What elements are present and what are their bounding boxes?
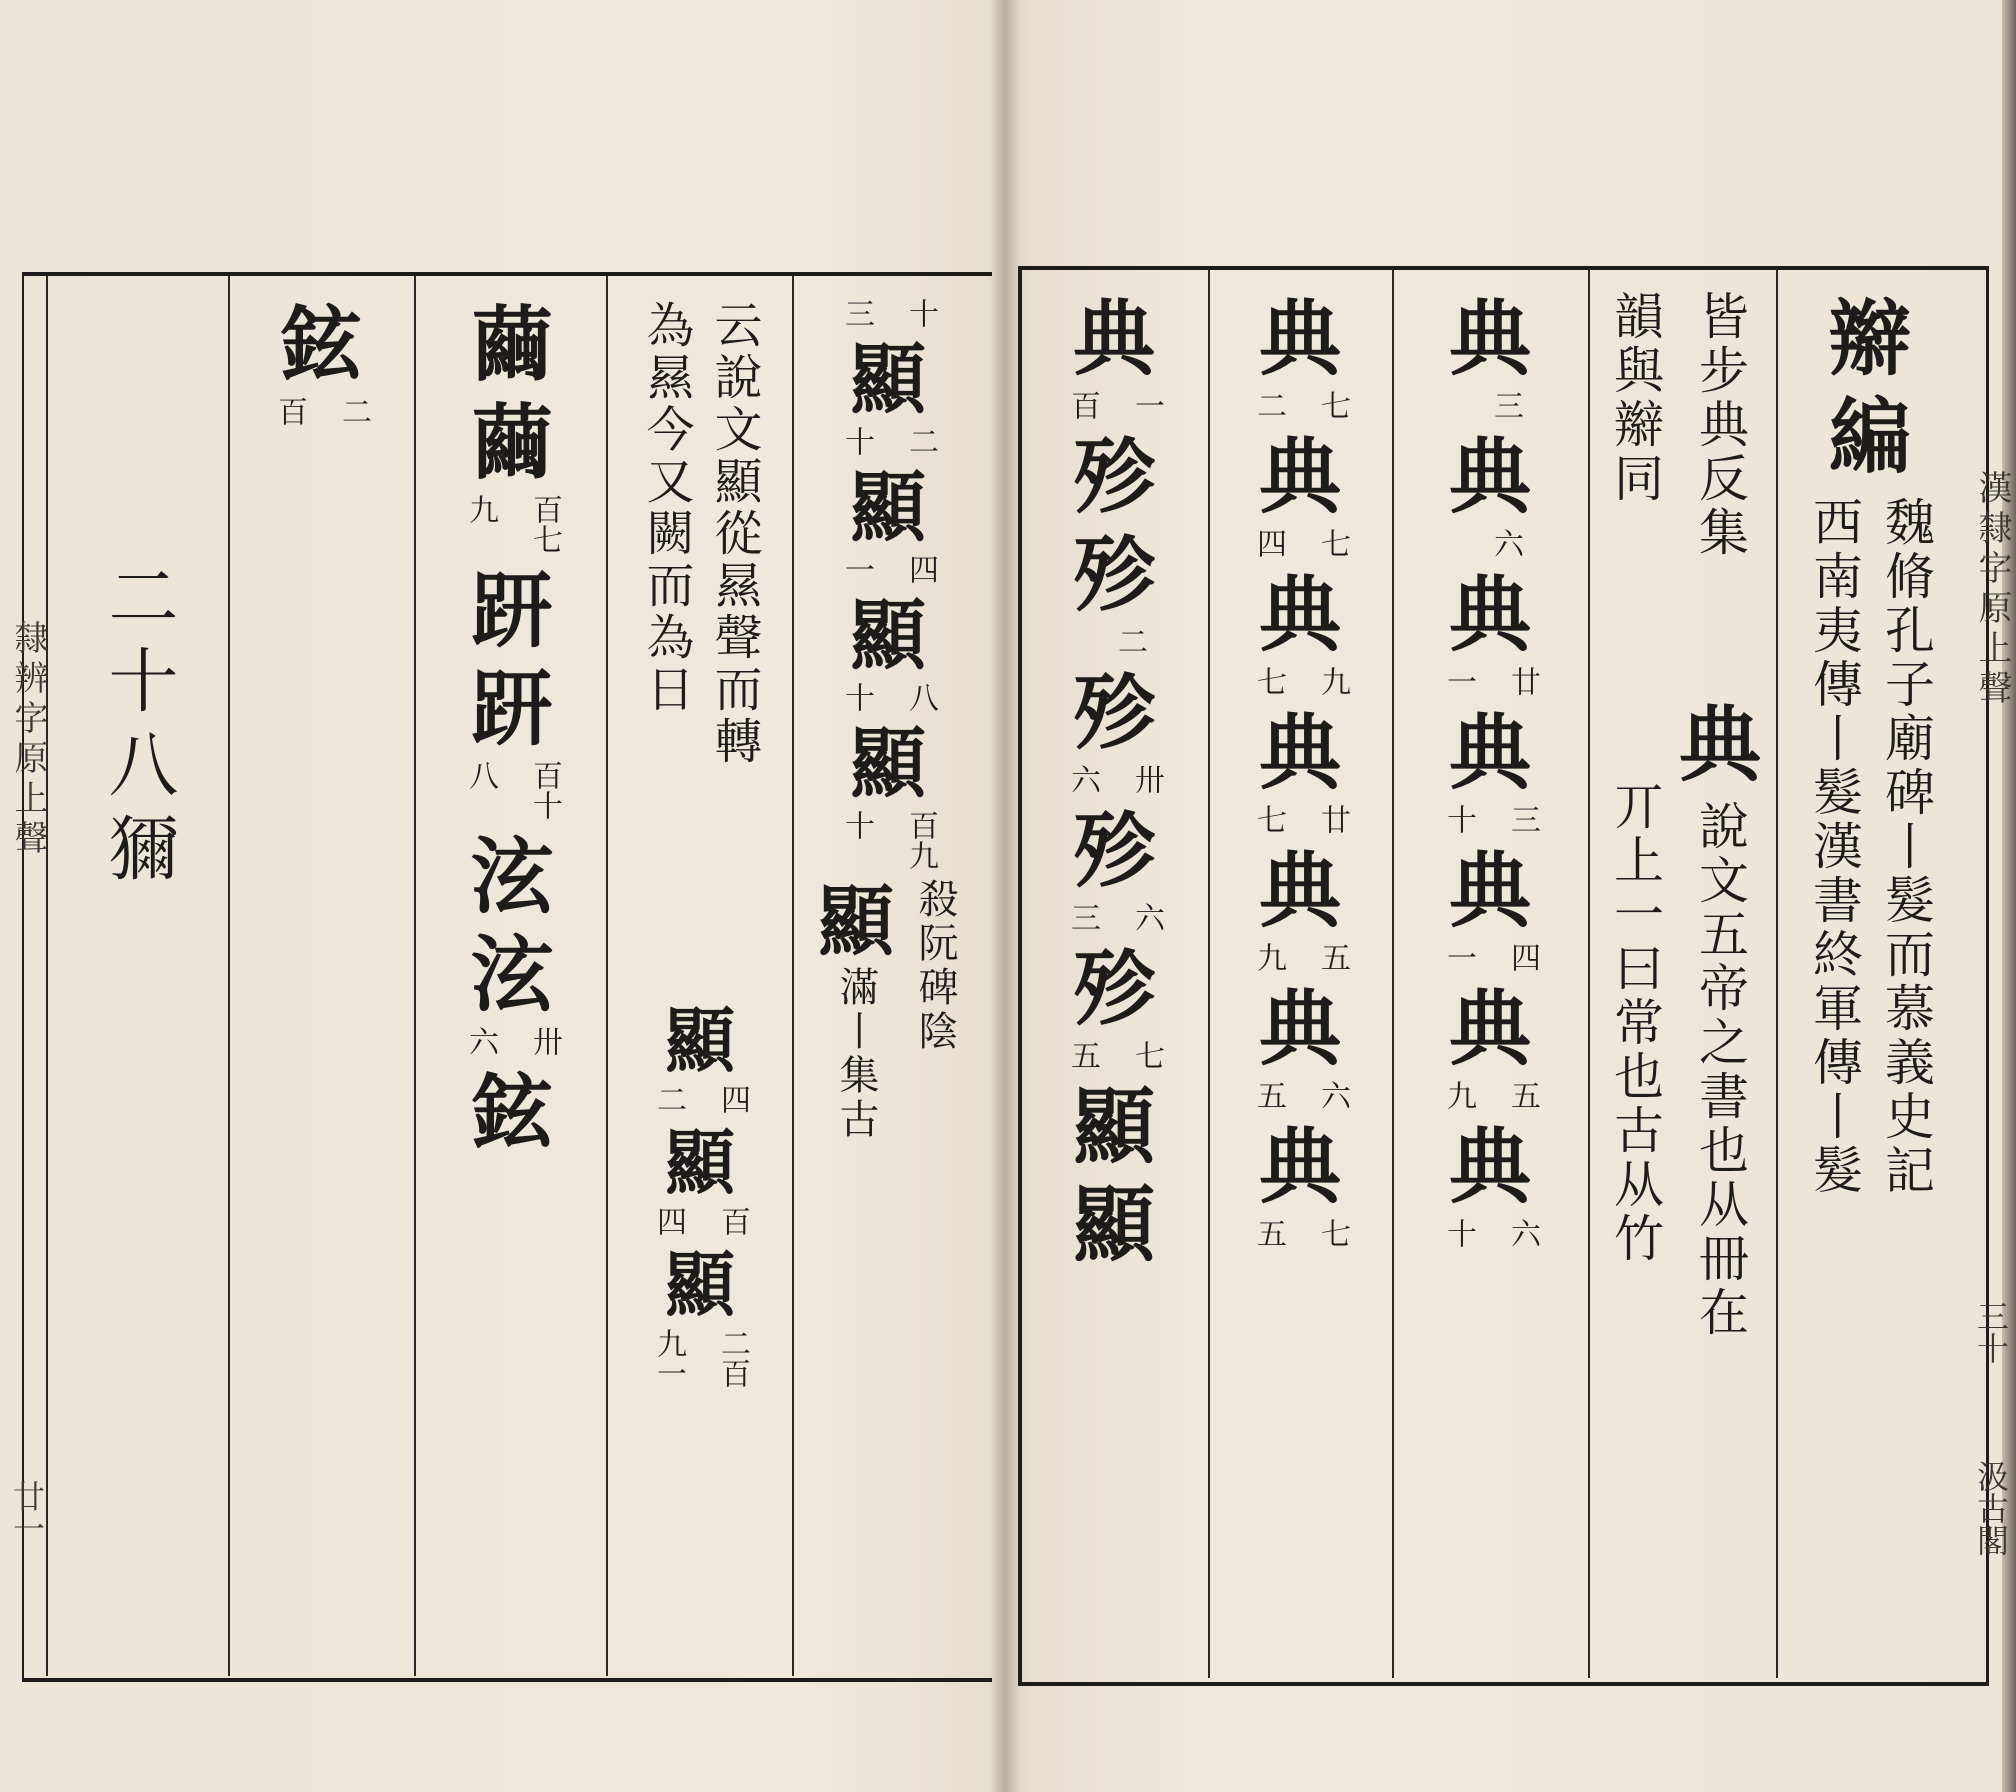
ref-number: 二 — [903, 426, 938, 456]
variant-char: 顯 — [850, 719, 926, 808]
variant-char: 顯 — [850, 591, 926, 680]
column-rule — [414, 276, 416, 1676]
source-note: 殺阮碑陰 — [912, 878, 958, 1054]
column-rule — [46, 276, 48, 1676]
left-margin-title: 隸辨字原上聲 — [8, 620, 48, 860]
variant-char: 殄 — [1072, 665, 1155, 761]
note-line: 皆步典反集 — [1690, 290, 1749, 560]
ref-number: 六 — [463, 1026, 498, 1056]
ref-number: 五 — [1505, 1080, 1540, 1110]
ref-numbers — [1065, 1040, 1163, 1070]
ref-number: 一 — [1441, 942, 1476, 972]
variant-char: 典 — [1258, 981, 1341, 1077]
ref-number: 十 — [903, 298, 938, 328]
ref-number: 四 — [715, 1084, 750, 1114]
head-char: 顯 — [1072, 1079, 1155, 1175]
ref-number: 百七 — [527, 494, 562, 554]
column-xian — [798, 296, 978, 1186]
dian-note-left — [1605, 290, 1665, 1660]
ref-number: 四 — [903, 554, 938, 584]
variant-char: 典 — [1258, 1119, 1341, 1215]
variant-char: 顯 — [665, 1243, 735, 1326]
ref-number: 三 — [1488, 390, 1523, 420]
variant-char: 顯 — [818, 877, 894, 966]
column-dian3 — [1024, 290, 1204, 1274]
column-dian1 — [1396, 290, 1584, 1256]
ref-number: 二 — [1112, 626, 1147, 656]
left-folio: 廿一 — [8, 1480, 46, 1544]
column-rule — [1776, 270, 1778, 1678]
ref-numbers — [1065, 390, 1163, 420]
ref-number: 六 — [1065, 764, 1100, 794]
ref-number: 五 — [1251, 1218, 1286, 1248]
ref-numbers — [272, 396, 370, 426]
ref-number: 四 — [1251, 528, 1286, 558]
variant-char: 典 — [1448, 843, 1531, 939]
ref-number: 七 — [1315, 1218, 1350, 1248]
note-line: 為㬎今又闕而為日 — [638, 300, 694, 716]
ref-number: 九一 — [651, 1328, 686, 1388]
ref-numbers — [1458, 528, 1522, 558]
ref-number: 百 — [715, 1206, 750, 1236]
note-line: 西南夷傳丨髮漢書終軍傳丨髮 — [1805, 496, 1863, 1198]
column-note — [612, 300, 788, 1396]
ref-number: 九 — [1441, 1080, 1476, 1110]
xian-annotation-group — [818, 878, 894, 1186]
ref-number: 二 — [336, 396, 371, 426]
head-char: 辮 — [1828, 291, 1911, 387]
ref-numbers — [617, 1328, 783, 1388]
ref-numbers — [1458, 390, 1522, 420]
ref-numbers — [1082, 626, 1146, 656]
ref-number: 九 — [463, 494, 498, 524]
ref-number: 八 — [463, 760, 498, 790]
ref-number: 二百 — [715, 1328, 750, 1388]
ref-numbers — [1441, 804, 1539, 834]
variant-char: 殄 — [1072, 803, 1155, 899]
ref-number: 七 — [1315, 390, 1350, 420]
column-jian — [422, 296, 602, 1162]
column-dian-note — [1594, 290, 1772, 1660]
ref-number: 十 — [839, 682, 874, 712]
ref-number: 十 — [1441, 804, 1476, 834]
ref-number: 十 — [839, 810, 874, 840]
xian-tail — [818, 878, 958, 1186]
head-char: 殄 — [1072, 429, 1155, 525]
ref-numbers — [1441, 1218, 1539, 1248]
column-bian — [1780, 290, 1960, 1660]
ref-numbers — [463, 1026, 561, 1056]
variant-char: 典 — [1258, 705, 1341, 801]
head-char: 典 — [1678, 697, 1761, 793]
note-line: 云說文顯從㬎聲而轉 — [706, 300, 762, 768]
variant-char: 典 — [1258, 429, 1341, 525]
variant-char: 顯 — [850, 463, 926, 552]
ref-numbers — [1251, 666, 1349, 696]
ref-number: 九 — [1251, 942, 1286, 972]
variant-char: 顯 — [665, 1121, 735, 1204]
ref-numbers — [446, 760, 578, 820]
variant-char: 顯 — [1072, 1177, 1155, 1273]
column-rule — [1588, 270, 1590, 1678]
ref-numbers — [651, 1206, 749, 1236]
variant-char: 典 — [1258, 843, 1341, 939]
right-page — [1004, 0, 2016, 1792]
ref-number: 二 — [651, 1084, 686, 1114]
variant-char: 典 — [1448, 1119, 1531, 1215]
dian-note-right — [1679, 290, 1761, 1660]
ref-number: 百 — [272, 396, 307, 426]
note-line: 說文五帝之書也从冊在 — [1690, 800, 1749, 1340]
ref-number: 一 — [839, 554, 874, 584]
ref-numbers — [651, 1084, 749, 1114]
source-note: 滿丨集古 — [833, 966, 879, 1142]
right-folio: 三十 — [1972, 1300, 2010, 1364]
variant-char: 殄 — [1072, 527, 1155, 623]
ref-number: 二 — [1251, 390, 1286, 420]
note-line: 丌上一曰常也古从竹 — [1605, 780, 1664, 1266]
note-line: 韻與辮同 — [1605, 290, 1664, 506]
ref-number: 十 — [1441, 1218, 1476, 1248]
variant-char: 泫 — [470, 927, 553, 1023]
ref-number: 一 — [1441, 666, 1476, 696]
ref-numbers — [1441, 1080, 1539, 1110]
ref-numbers — [1065, 902, 1163, 932]
note-text — [637, 300, 763, 1000]
ref-number: 三 — [1065, 902, 1100, 932]
ref-numbers — [839, 298, 937, 328]
ref-number: 九 — [1315, 666, 1350, 696]
variant-char: 典 — [1258, 291, 1341, 387]
variant-char: 典 — [1448, 567, 1531, 663]
ref-numbers — [1251, 942, 1349, 972]
ref-number: 三 — [839, 298, 874, 328]
variant-char: 顯 — [850, 335, 926, 424]
column-xuan — [236, 296, 406, 434]
variant-char: 典 — [1072, 291, 1155, 387]
ref-number: 廿 — [1315, 804, 1350, 834]
head-char: 泫 — [470, 829, 553, 925]
ref-number: 十 — [839, 426, 874, 456]
ref-number: 卅 — [527, 1026, 562, 1056]
ref-number: 卅 — [1129, 764, 1164, 794]
ref-numbers — [1251, 1218, 1349, 1248]
ref-number: 廿 — [1505, 666, 1540, 696]
ref-numbers — [839, 682, 937, 712]
ref-number: 百 — [1065, 390, 1100, 420]
ref-numbers — [839, 426, 937, 456]
ref-number: 六 — [1505, 1218, 1540, 1248]
ref-number: 七 — [1315, 528, 1350, 558]
ref-number: 六 — [1315, 1080, 1350, 1110]
column-dian2 — [1212, 290, 1388, 1256]
left-page — [0, 0, 1000, 1792]
ref-number: 百十 — [527, 760, 562, 820]
right-margin-title: 漢隸字原上聲 — [1972, 470, 2012, 710]
ref-numbers — [839, 554, 937, 584]
ref-numbers — [1065, 764, 1163, 794]
variant-char: 典 — [1448, 429, 1531, 525]
bian-heads — [1780, 290, 1960, 486]
ref-numbers — [822, 810, 954, 870]
ref-numbers — [1251, 528, 1349, 558]
ref-number: 百九 — [903, 810, 938, 870]
ref-numbers — [1251, 390, 1349, 420]
column-rule — [228, 276, 230, 1676]
head-char: 繭 — [470, 297, 553, 393]
note-line: 魏脩孔子廟碑丨髮而慕義史記 — [1877, 496, 1935, 1198]
ref-number: 四 — [1505, 942, 1540, 972]
ref-number: 四 — [651, 1206, 686, 1236]
column-rule — [1208, 270, 1210, 1678]
ref-number: 五 — [1315, 942, 1350, 972]
variant-char: 典 — [1448, 981, 1531, 1077]
ref-number: 一 — [1129, 390, 1164, 420]
variant-char: 典 — [1448, 291, 1531, 387]
ref-number: 五 — [1065, 1040, 1100, 1070]
variant-char: 殄 — [1072, 941, 1155, 1037]
variant-char: 趼 — [470, 661, 553, 757]
variant-char: 典 — [1448, 705, 1531, 801]
variant-char: 顯 — [665, 999, 735, 1082]
column-rule — [606, 276, 608, 1676]
ref-numbers — [1441, 666, 1539, 696]
ref-number: 七 — [1251, 666, 1286, 696]
ref-number: 八 — [903, 682, 938, 712]
ref-number: 七 — [1129, 1040, 1164, 1070]
rhyme-heading: 二十八獮 — [97, 560, 179, 896]
ref-numbers — [1251, 804, 1349, 834]
ref-number: 六 — [1129, 902, 1164, 932]
variant-char: 編 — [1828, 389, 1911, 485]
ref-numbers — [1441, 942, 1539, 972]
ref-number: 三 — [1505, 804, 1540, 834]
ref-numbers — [1251, 1080, 1349, 1110]
column-rule — [1392, 270, 1394, 1678]
variant-char: 鉉 — [470, 1065, 553, 1161]
ref-number: 七 — [1251, 804, 1286, 834]
head-char: 趼 — [470, 563, 553, 659]
publisher-mark: 汲古閣 — [1972, 1460, 2010, 1556]
ref-numbers — [446, 494, 578, 554]
variant-char: 繭 — [470, 395, 553, 491]
variant-char: 典 — [1258, 567, 1341, 663]
head-char: 鉉 — [279, 297, 362, 393]
column-rule — [792, 276, 794, 1676]
ref-number: 六 — [1488, 528, 1523, 558]
bian-notes — [1780, 496, 1960, 1496]
ref-number: 五 — [1251, 1080, 1286, 1110]
